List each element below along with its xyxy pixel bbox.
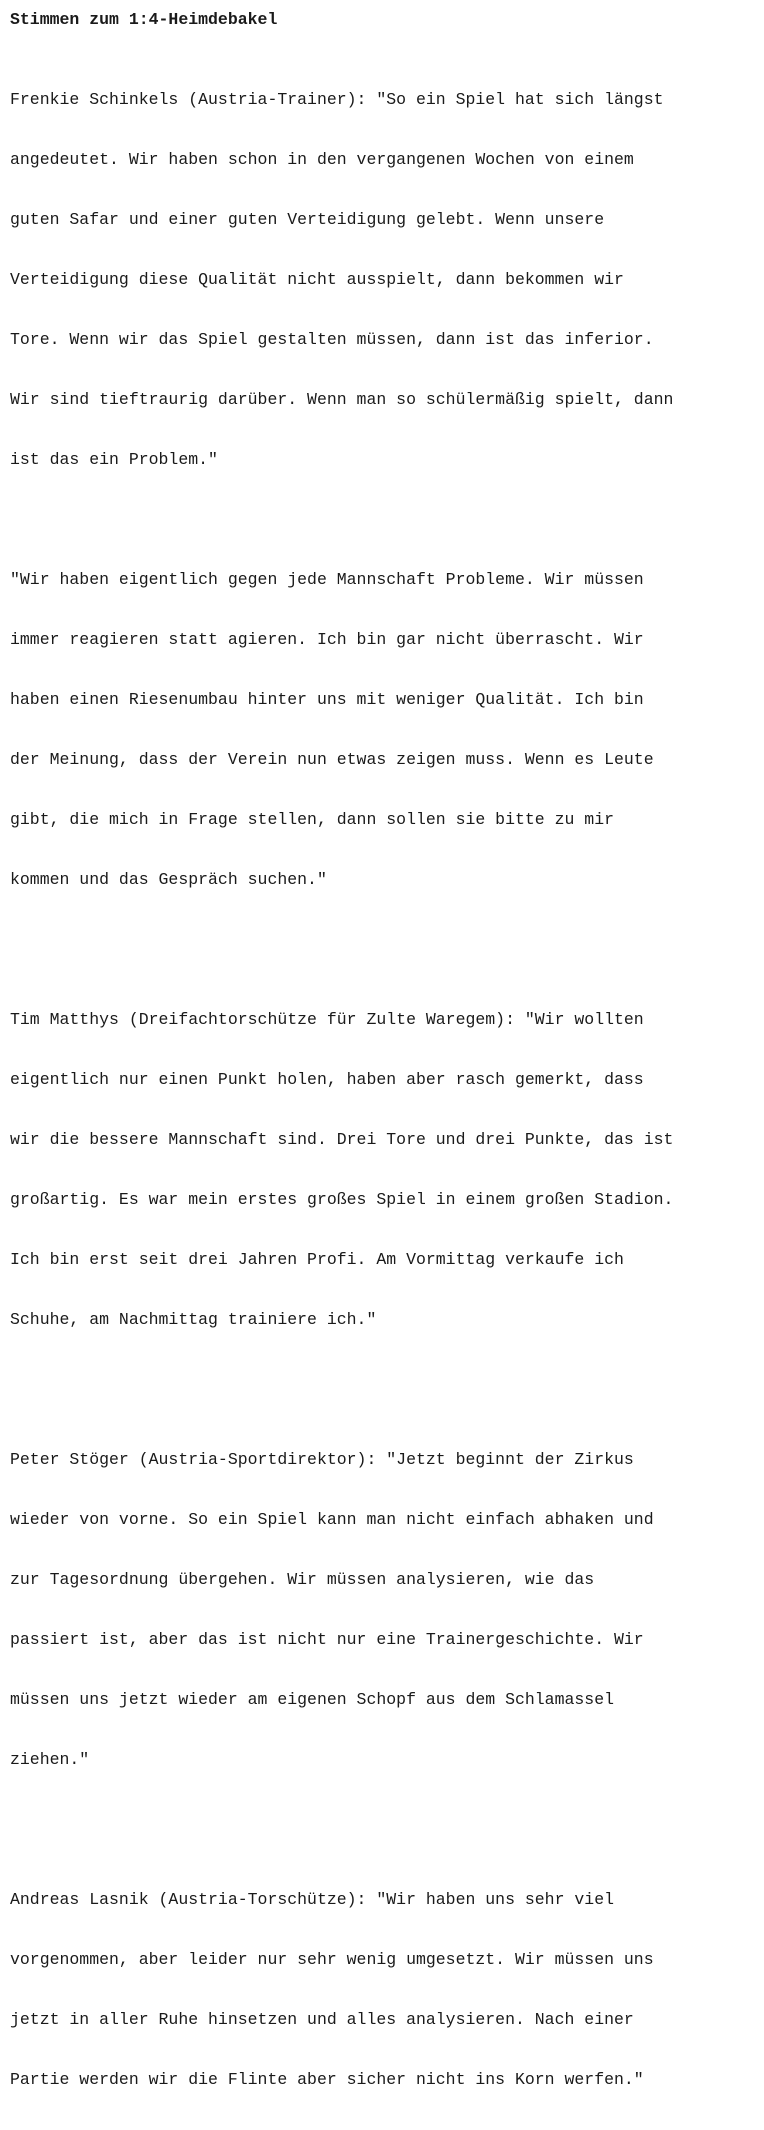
text-line: ziehen." [10, 1750, 90, 1769]
text-line: müssen uns jetzt wieder am eigenen Schopf aus dem Schlamassel [10, 1690, 614, 1709]
text-line: immer reagieren statt agieren. Ich bin gar nicht überrascht. Wir [10, 630, 644, 649]
text-line: Partie werden wir die Flinte aber sicher nicht ins Korn werfen." [10, 2070, 644, 2089]
text-line: der Meinung, dass der Verein nun etwas zeigen muss. Wenn es Leute [10, 750, 654, 769]
text-line: vorgenommen, aber leider nur sehr wenig umgesetzt. Wir müssen uns [10, 1950, 654, 1969]
text-line: passiert ist, aber das ist nicht nur eine Trainergeschichte. Wir [10, 1630, 644, 1649]
document-title: Stimmen zum 1:4-Heimdebakel [10, 10, 278, 29]
text-line: "Wir haben eigentlich gegen jede Mannschaft Probleme. Wir müssen [10, 570, 644, 589]
spacer [10, 930, 754, 970]
text-line: großartig. Es war mein erstes großes Spiel in einem großen Stadion. [10, 1190, 674, 1209]
text-line: haben einen Riesenumbau hinter uns mit weniger Qualität. Ich bin [10, 690, 644, 709]
quote-paragraph-lasnik [10, 1850, 754, 2130]
text-line: Verteidigung diese Qualität nicht ausspielt, dann bekommen wir [10, 270, 624, 289]
text-line: Andreas Lasnik (Austria-Torschütze): "Wir haben uns sehr viel [10, 1890, 614, 1909]
text-line: Frenkie Schinkels (Austria-Trainer): "So ein Spiel hat sich längst [10, 90, 664, 109]
document [10, 10, 754, 2130]
text-line: guten Safar und einer guten Verteidigung gelebt. Wenn unsere [10, 210, 605, 229]
quote-paragraph-matthys [10, 970, 754, 1370]
quote-paragraph-schinkels-1 [10, 50, 754, 510]
text-line: Tim Matthys (Dreifachtorschütze für Zulte Waregem): "Wir wollten [10, 1010, 644, 1029]
spacer [10, 510, 754, 530]
text-line: wir die bessere Mannschaft sind. Drei Tore und drei Punkte, das ist [10, 1130, 674, 1149]
quote-paragraph-schinkels-2 [10, 530, 754, 930]
text-line: Ich bin erst seit drei Jahren Profi. Am Vormittag verkaufe ich [10, 1250, 624, 1269]
spacer [10, 1370, 754, 1410]
quote-paragraph-stoeger [10, 1410, 754, 1810]
text-line: Peter Stöger (Austria-Sportdirektor): "Jetzt beginnt der Zirkus [10, 1450, 634, 1469]
text-line: Wir sind tieftraurig darüber. Wenn man so schülermäßig spielt, dann [10, 390, 674, 409]
text-line: Schuhe, am Nachmittag trainiere ich." [10, 1310, 377, 1329]
spacer [10, 1810, 754, 1850]
text-line: Tore. Wenn wir das Spiel gestalten müssen, dann ist das inferior. [10, 330, 654, 349]
text-line: ist das ein Problem." [10, 450, 218, 469]
text-line: angedeutet. Wir haben schon in den vergangenen Wochen von einem [10, 150, 634, 169]
text-line: jetzt in aller Ruhe hinsetzen und alles analysieren. Nach einer [10, 2010, 634, 2029]
text-line: zur Tagesordnung übergehen. Wir müssen analysieren, wie das [10, 1570, 595, 1589]
text-line: eigentlich nur einen Punkt holen, haben aber rasch gemerkt, dass [10, 1070, 644, 1089]
text-line: gibt, die mich in Frage stellen, dann sollen sie bitte zu mir [10, 810, 614, 829]
text-line: kommen und das Gespräch suchen." [10, 870, 327, 889]
text-line: wieder von vorne. So ein Spiel kann man nicht einfach abhaken und [10, 1510, 654, 1529]
spacer [10, 30, 754, 50]
